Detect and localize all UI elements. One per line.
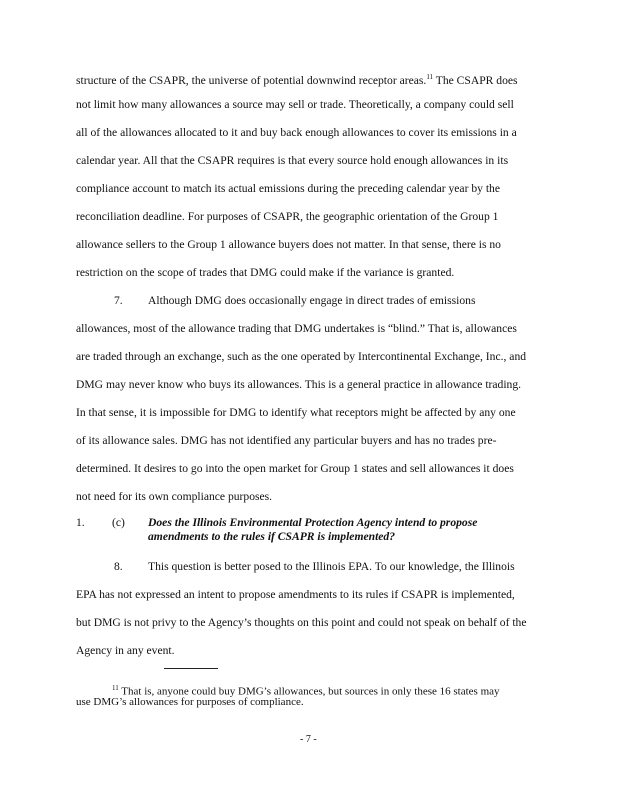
body-line: DMG may never know who buys its allowances. This is a general practice in allowance trading. [76,378,522,391]
body-line: are traded through an exchange, such as the one operated by Intercontinental Exchange, Inc., and [76,350,527,363]
body-line: allowances, most of the allowance trading that DMG undertakes is “blind.” That is, allowances [76,322,517,335]
question-text: amendments to the rules if CSAPR is implemented? [148,530,396,543]
body-line: EPA has not expressed an intent to propose amendments to its rules if CSAPR is implemented, [76,588,515,601]
body-line: but DMG is not privy to the Agency’s thoughts on this point and could not speak on behalf of the [76,616,527,629]
body-line: not limit how many allowances a source may sell or trade. Theoretically, a company could sell [76,98,514,111]
body-line: compliance account to match its actual emissions during the preceding calendar year by the [76,182,500,195]
body-line: structure of the CSAPR, the universe of potential downwind receptor areas.$^{11}$ The CSAPR does [76,73,518,87]
question-number: 1. [76,516,85,529]
question-letter: (c) [112,516,125,529]
paragraph-number: 8. [114,560,123,573]
body-line: of its allowance sales. DMG has not identified any particular buyers and has no trades pre- [76,434,497,447]
paragraph-number: 7. [114,294,123,307]
body-line: all of the allowances allocated to it and buy back enough allowances to cover its emissions in a [76,126,517,139]
footnote-marker: 11 [112,684,119,692]
body-line: Although DMG does occasionally engage in direct trades of emissions [148,294,476,307]
body-line: reconciliation deadline. For purposes of CSAPR, the geographic orientation of the Group 1 [76,210,499,223]
footnote-separator [164,668,218,669]
footnote-text: use DMG’s allowances for purposes of compliance. [76,696,304,708]
page-number: - 7 - [300,734,317,745]
body-line: not need for its own compliance purposes. [76,490,273,503]
body-line: Agency in any event. [76,644,175,657]
body-line: determined. It desires to go into the open market for Group 1 states and sell allowances it does [76,462,514,475]
body-line: allowance sellers to the Group 1 allowance buyers does not matter. In that sense, there is no [76,238,501,251]
body-line: calendar year. All that the CSAPR requires is that every source hold enough allowances in its [76,154,509,167]
body-line: In that sense, it is impossible for DMG to identify what receptors might be affected by any one [76,406,516,419]
question-text: Does the Illinois Environmental Protection Agency intend to propose [148,516,478,529]
footnote-ref: 11 [426,73,434,81]
body-line: This question is better posed to the Illinois EPA. To our knowledge, the Illinois [148,560,515,573]
body-line: restriction on the scope of trades that DMG could make if the variance is granted. [76,266,455,279]
footnote-text: $^{11}$ That is, anyone could buy DMG’s allowances, but sources in only these 16 states may [112,684,500,698]
